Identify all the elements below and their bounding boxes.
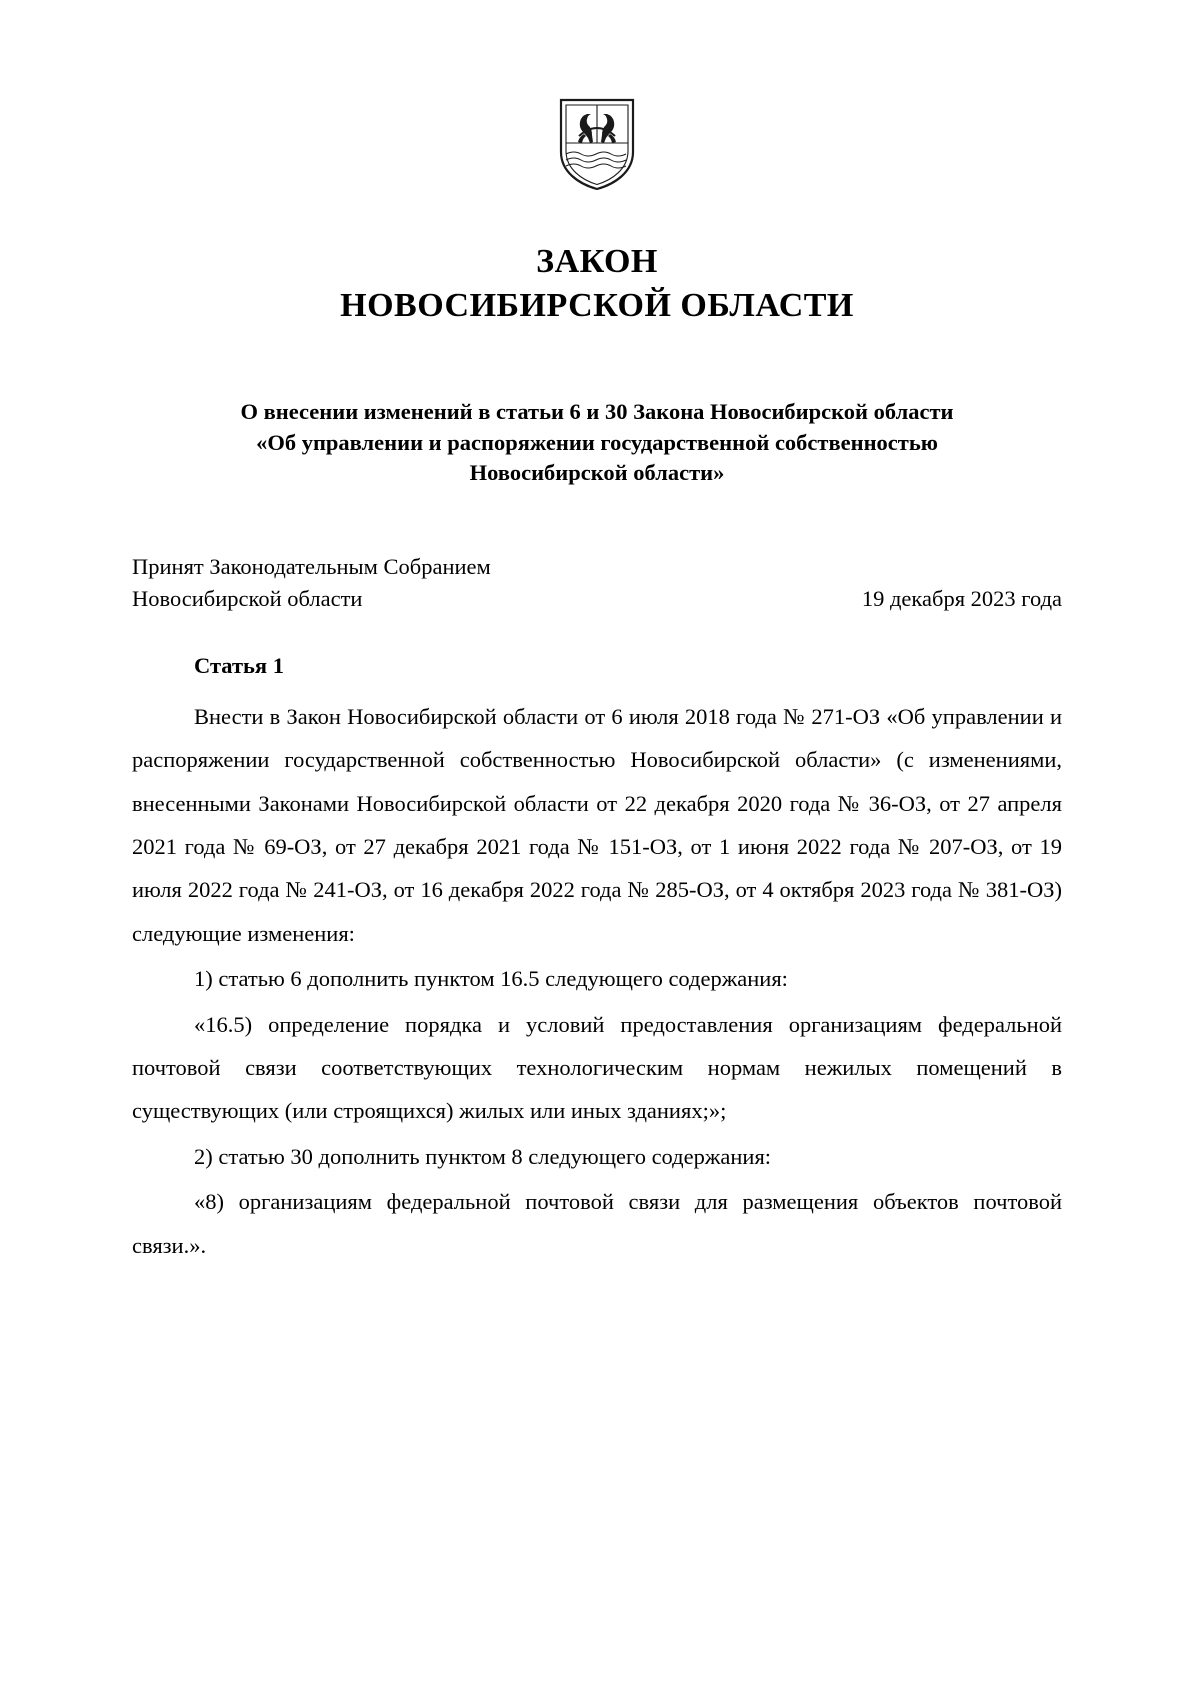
- subject-line-2: «Об управлении и распоряжении государственной собственностью: [256, 429, 938, 455]
- adoption-block: [132, 551, 1062, 615]
- adoption-line-2: Новосибирской области: [132, 585, 363, 611]
- adoption-date: 19 декабря 2023 года: [861, 585, 1062, 611]
- adoption-line-1: Принят Законодательным Собранием: [132, 553, 491, 579]
- subject-line-3: Новосибирской области»: [469, 460, 725, 486]
- document-content: [132, 0, 1062, 1267]
- page-title: [132, 240, 1062, 327]
- paragraph: 1) статью 6 дополнить пунктом 16.5 следующего содержания:: [194, 966, 788, 992]
- subject-line-1: О внесении изменений в статьи 6 и 30 Закона Новосибирской области: [240, 399, 954, 425]
- law-title-line-1: ЗАКОН: [536, 243, 658, 280]
- paragraph: Внести в Закон Новосибирской области от 6 июля 2018 года № 271-ОЗ «Об управлении и распоряжении государственной собственностью Новосибирской области» (с изменениями, внесенными Законами Новосибирской области от 22 декабря 2020 года № 36-ОЗ, от 27 апреля 2021 года № 69-ОЗ, от 27 декабря 2021 года № 151-ОЗ, от 1 июня 2022 года № 207-ОЗ, от 19 июля 2022 года № 241-ОЗ, от 16 декабря 2022 года № 285-ОЗ, от 4 октября 2023 года № 381-ОЗ) следующие изменения:: [132, 703, 1062, 946]
- law-title-line-2: НОВОСИБИРСКОЙ ОБЛАСТИ: [340, 286, 854, 324]
- novosibirsk-oblast-coat-of-arms-icon: [557, 96, 637, 192]
- paragraph: 2) статью 30 дополнить пунктом 8 следующего содержания:: [194, 1143, 772, 1169]
- adoption-row: [132, 583, 1062, 615]
- emblem-container: [132, 0, 1062, 192]
- article-heading: Статья 1: [194, 652, 284, 678]
- paragraph: «16.5) определение порядка и условий предоставления организациям федеральной почтовой связи соответствующих технологическим нормам нежилых помещений в существующих (или строящихся) жилых или иных зданиях;»;: [132, 1011, 1062, 1124]
- paragraph: «8) организациям федеральной почтовой связи для размещения объектов почтовой связи.».: [132, 1189, 1062, 1258]
- document-subject: [132, 397, 1062, 489]
